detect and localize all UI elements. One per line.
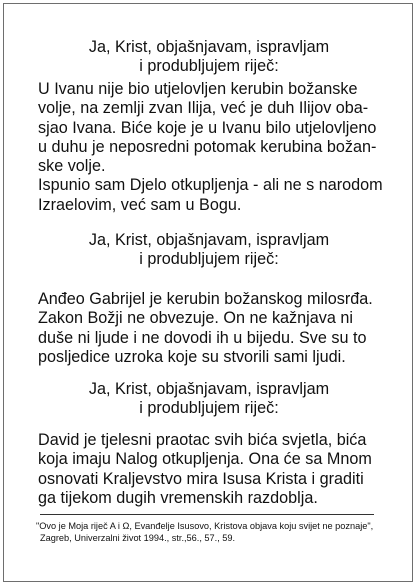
paragraph-1 (38, 80, 408, 215)
paragraph-line: u duhu je neposredni potomak kerubina božan- (38, 137, 377, 156)
paragraph-line: ga tijekom dugih vremenskih razdoblja. (38, 488, 318, 507)
heading-line-1: Ja, Krist, objašnjavam, ispravljam (88, 38, 330, 56)
paragraph-3 (38, 431, 408, 508)
paragraph-line: posljedice uzroka koje su stvorili sami ljudi. (38, 347, 346, 366)
heading-line-2: i produbljujem riječ: (139, 399, 279, 417)
paragraph-line: David je tjelesni praotac svih bića svjetla, bića (38, 431, 367, 449)
paragraph-line: duše ni ljude i ne dovodi ih u bijedu. Sve su to (38, 328, 367, 347)
paragraph-line: koja imaju Nalog otkupljenja. Ona će sa Mnom (38, 450, 372, 469)
heading-line-1: Ja, Krist, objašnjavam, ispravljam (88, 231, 330, 249)
section-heading-3 (0, 380, 418, 418)
paragraph-line: Izraelovim, već sam u Bogu. (38, 195, 242, 214)
heading-line-1: Ja, Krist, objašnjavam, ispravljam (88, 380, 330, 398)
footnote (36, 520, 410, 544)
heading-line-2: i produbljujem riječ: (139, 57, 279, 75)
paragraph-line: Zakon Božji ne obvezuje. On ne kažnjava ni (38, 309, 353, 328)
paragraph-line: volje, na zemlji zvan Ilija, već je duh Ilijov oba- (38, 99, 369, 118)
footnote-line-1: "Ovo je Moja riječ A i Ω, Evanđelje Isusovo, Kristova objava koju svijet ne poznaje", (36, 521, 374, 531)
section-heading-2 (0, 231, 418, 269)
heading-line-2: i produbljujem riječ: (139, 250, 279, 268)
paragraph-2 (38, 290, 408, 367)
paragraph-line: sjao Ivana. Biće koje je u Ivanu bilo utjelovljeno (38, 118, 377, 137)
footnote-divider (40, 514, 374, 515)
paragraph-line: U Ivanu nije bio utjelovljen kerubin božanske (38, 80, 358, 98)
paragraph-line: ske volje. (38, 157, 106, 176)
section-heading-1 (0, 38, 418, 76)
paragraph-line: Ispunio sam Djelo otkupljenja - ali ne s narodom (38, 176, 383, 195)
paragraph-line: osnovati Kraljevstvo mira Isusa Krista i graditi (38, 469, 364, 488)
footnote-line-2: Zagreb, Univerzalni život 1994., str.,56., 57., 59. (40, 533, 236, 543)
paragraph-line: Anđeo Gabrijel je kerubin božanskog milosrđa. (38, 290, 373, 308)
